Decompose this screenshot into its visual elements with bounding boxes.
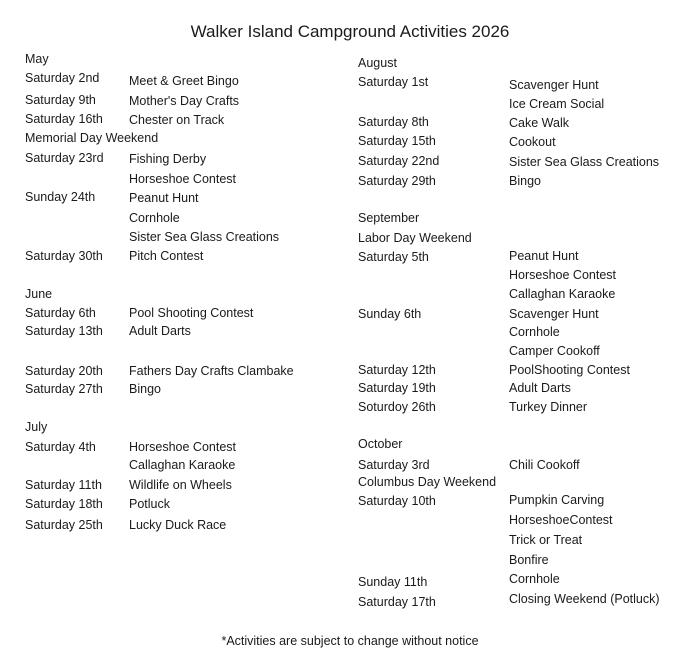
event-activity: Cake Walk: [509, 116, 569, 130]
event-activity: Fathers Day Crafts Clambake: [129, 364, 294, 378]
event-activity: Trick or Treat: [509, 533, 583, 547]
event-activity: Lucky Duck Race: [129, 518, 227, 532]
event-activity: Pool Shooting Contest: [129, 306, 254, 320]
section-heading: May: [25, 52, 49, 66]
event-date: Saturday 16th: [25, 112, 103, 126]
event-date: Soturdoy 26th: [358, 400, 436, 414]
event-date: Saturday 23rd: [25, 151, 104, 165]
event-activity: Sister Sea Glass Creations: [129, 230, 280, 244]
event-date: Saturday 13th: [25, 324, 103, 338]
event-activity: Turkey Dinner: [509, 400, 588, 414]
event-date: Saturday 6th: [25, 306, 96, 320]
event-date: Sunday 11th: [358, 575, 428, 589]
footer-note: *Activities are subject to change without notice: [221, 634, 479, 648]
section-heading: October: [358, 437, 403, 451]
event-date: Saturday 25th: [25, 518, 103, 532]
event-date: Saturday 9th: [25, 93, 96, 107]
event-date: Saturday 10th: [358, 494, 436, 508]
event-activity: Horseshoe Contest: [129, 172, 237, 186]
event-activity: Adult Darts: [509, 381, 571, 395]
section-heading: September: [358, 211, 420, 225]
event-date: Sunday 6th: [358, 307, 422, 321]
event-activity: Mother's Day Crafts: [129, 94, 240, 108]
event-activity: Peanut Hunt: [129, 191, 199, 205]
event-date: Saturday 20th: [25, 364, 103, 378]
event-activity: Camper Cookoff: [509, 344, 600, 358]
event-date: Saturday 19th: [358, 381, 436, 395]
event-date: Saturday 30th: [25, 249, 103, 263]
event-activity: Callaghan Karaoke: [129, 458, 236, 472]
event-date: Saturday 2nd: [25, 71, 100, 85]
event-date: Saturday 4th: [25, 440, 96, 454]
section-heading: June: [25, 287, 53, 301]
event-activity: Bingo: [129, 382, 161, 396]
event-date: Saturday 11th: [25, 478, 102, 492]
event-activity: Potluck: [129, 497, 170, 511]
event-activity: Cornhole: [509, 325, 560, 339]
event-activity: PoolShooting Contest: [509, 363, 630, 377]
event-activity: Peanut Hunt: [509, 249, 579, 263]
section-heading: Labor Day Weekend: [358, 231, 472, 245]
event-activity: HorseshoeContest: [509, 513, 613, 527]
event-date: Saturday 17th: [358, 595, 436, 609]
event-activity: Pitch Contest: [129, 249, 204, 263]
section-heading: July: [25, 420, 48, 434]
event-activity: Ice Cream Social: [509, 97, 605, 111]
event-activity: Chili Cookoff: [509, 458, 580, 472]
event-date: Saturday 8th: [358, 115, 429, 129]
event-date: Sunday 24th: [25, 190, 96, 204]
event-activity: Fishing Derby: [129, 152, 207, 166]
event-date: Saturday 18th: [25, 497, 103, 511]
event-activity: Bingo: [509, 174, 541, 188]
event-date: Saturday 5th: [358, 250, 429, 264]
event-activity: Callaghan Karaoke: [509, 287, 616, 301]
event-activity: Sister Sea Glass Creations: [509, 155, 660, 169]
event-activity: Scavenger Hunt: [509, 78, 599, 92]
event-activity: Horseshoe Contest: [509, 268, 617, 282]
event-activity: Horseshoe Contest: [129, 440, 237, 454]
event-activity: Cornhole: [509, 572, 560, 586]
event-activity: Chester on Track: [129, 113, 225, 127]
event-activity: Wildlife on Wheels: [129, 478, 232, 492]
event-date: Saturday 3rd: [358, 458, 430, 472]
event-activity: Cookout: [509, 135, 556, 149]
event-date: Saturday 12th: [358, 363, 436, 377]
event-date: Saturday 27th: [25, 382, 103, 396]
event-activity: Pumpkin Carving: [509, 493, 605, 507]
event-activity: Meet & Greet Bingo: [129, 74, 239, 88]
event-activity: Adult Darts: [129, 324, 191, 338]
event-activity: Scavenger Hunt: [509, 307, 599, 321]
page-title: Walker Island Campground Activities 2026: [190, 22, 510, 41]
section-heading: Memorial Day Weekend: [25, 131, 159, 145]
event-date: Saturday 22nd: [358, 154, 440, 168]
event-activity: Cornhole: [129, 211, 180, 225]
event-activity: Bonfire: [509, 553, 549, 567]
event-date: Saturday 1st: [358, 75, 429, 89]
event-activity: Closing Weekend (Potluck): [509, 592, 660, 606]
event-date: Saturday 15th: [358, 134, 436, 148]
event-date: Saturday 29th: [358, 174, 436, 188]
section-heading: Columbus Day Weekend: [358, 475, 497, 489]
section-heading: August: [358, 56, 397, 70]
